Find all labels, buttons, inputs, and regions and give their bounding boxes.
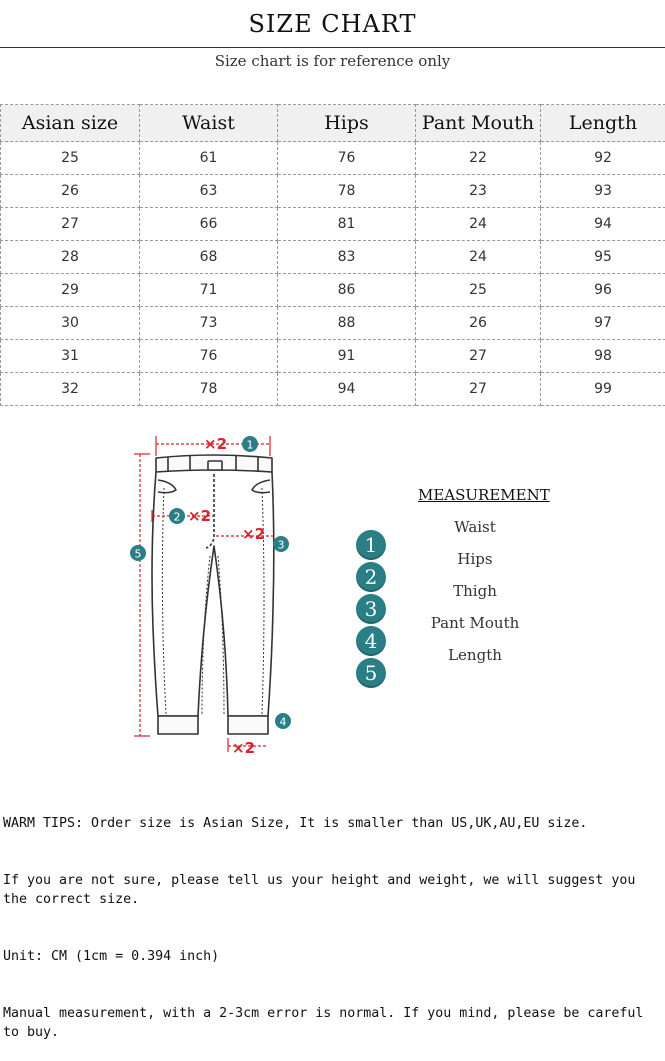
number-badge-icon: 3 [356,594,386,624]
table-row [1,142,665,175]
table-cell: 76 [278,142,416,175]
page-title: SIZE CHART [0,10,665,38]
table-cell: 88 [278,307,416,340]
table-header-row [1,105,665,142]
column-header: Pant Mouth [416,105,541,142]
number-badge-icon: 4 [356,626,386,656]
tips-line: If you are not sure, please tell us your height and weight, we will suggest you the correct size. [3,871,663,909]
table-row [1,307,665,340]
svg-text:4: 4 [280,716,287,729]
table-cell: 27 [1,208,140,241]
table-cell: 94 [278,373,416,406]
legend-label: Thigh [420,582,530,600]
table-cell: 98 [541,340,665,373]
diagram-marker [130,545,146,561]
table-cell: 83 [278,241,416,274]
table-cell: 29 [1,274,140,307]
legend-item-length [356,658,556,688]
table-cell: 24 [416,208,541,241]
svg-text:1: 1 [247,439,254,452]
table-cell: 24 [416,241,541,274]
table-cell: 71 [140,274,278,307]
title-divider [0,47,665,48]
svg-text:5: 5 [135,548,142,561]
measurement-title: MEASUREMENT [418,486,550,504]
table-cell: 97 [541,307,665,340]
table-row [1,175,665,208]
table-cell: 25 [416,274,541,307]
legend-label: Pant Mouth [420,614,530,632]
multiplier-label: ×2 [232,739,255,757]
table-cell: 66 [140,208,278,241]
table-cell: 93 [541,175,665,208]
table-cell: 95 [541,241,665,274]
table-cell: 94 [541,208,665,241]
warm-tips [3,776,663,1061]
table-cell: 26 [1,175,140,208]
table-cell: 63 [140,175,278,208]
diagram-marker [169,508,185,524]
page-subtitle: Size chart is for reference only [0,52,665,70]
table-cell: 61 [140,142,278,175]
table-cell: 28 [1,241,140,274]
table-cell: 99 [541,373,665,406]
legend-label: Length [420,646,530,664]
column-header: Asian size [1,105,140,142]
table-cell: 31 [1,340,140,373]
table-cell: 27 [416,373,541,406]
pants-diagram [120,428,300,764]
tips-line: Unit: CM (1cm = 0.394 inch) [3,947,663,966]
table-cell: 78 [278,175,416,208]
table-row [1,208,665,241]
svg-text:3: 3 [278,539,285,552]
tips-line: Manual measurement, with a 2-3cm error is normal. If you mind, please be careful to buy. [3,1004,663,1042]
table-cell: 92 [541,142,665,175]
table-cell: 32 [1,373,140,406]
table-cell: 22 [416,142,541,175]
table-row [1,373,665,406]
multiplier-label: ×2 [188,507,211,525]
table-row [1,241,665,274]
multiplier-label: ×2 [204,435,227,453]
table-row [1,274,665,307]
column-header: Length [541,105,665,142]
legend-label: Waist [420,518,530,536]
table-cell: 86 [278,274,416,307]
table-cell: 73 [140,307,278,340]
table-cell: 91 [278,340,416,373]
number-badge-icon: 5 [356,658,386,688]
table-cell: 23 [416,175,541,208]
table-cell: 27 [416,340,541,373]
table-cell: 76 [140,340,278,373]
size-chart-table [0,104,665,406]
table-cell: 78 [140,373,278,406]
table-row [1,340,665,373]
table-cell: 81 [278,208,416,241]
table-cell: 26 [416,307,541,340]
multiplier-label: ×2 [242,525,265,543]
column-header: Hips [278,105,416,142]
table-cell: 30 [1,307,140,340]
legend-label: Hips [420,550,530,568]
svg-text:2: 2 [174,511,181,524]
tips-line: WARM TIPS: Order size is Asian Size, It is smaller than US,UK,AU,EU size. [3,814,663,833]
number-badge-icon: 2 [356,562,386,592]
pants-outline-icon [152,455,274,734]
diagram-marker [242,436,258,452]
column-header: Waist [140,105,278,142]
number-badge-icon: 1 [356,530,386,560]
table-cell: 68 [140,241,278,274]
table-cell: 96 [541,274,665,307]
diagram-marker [273,536,289,552]
table-cell: 25 [1,142,140,175]
diagram-marker [275,713,291,729]
